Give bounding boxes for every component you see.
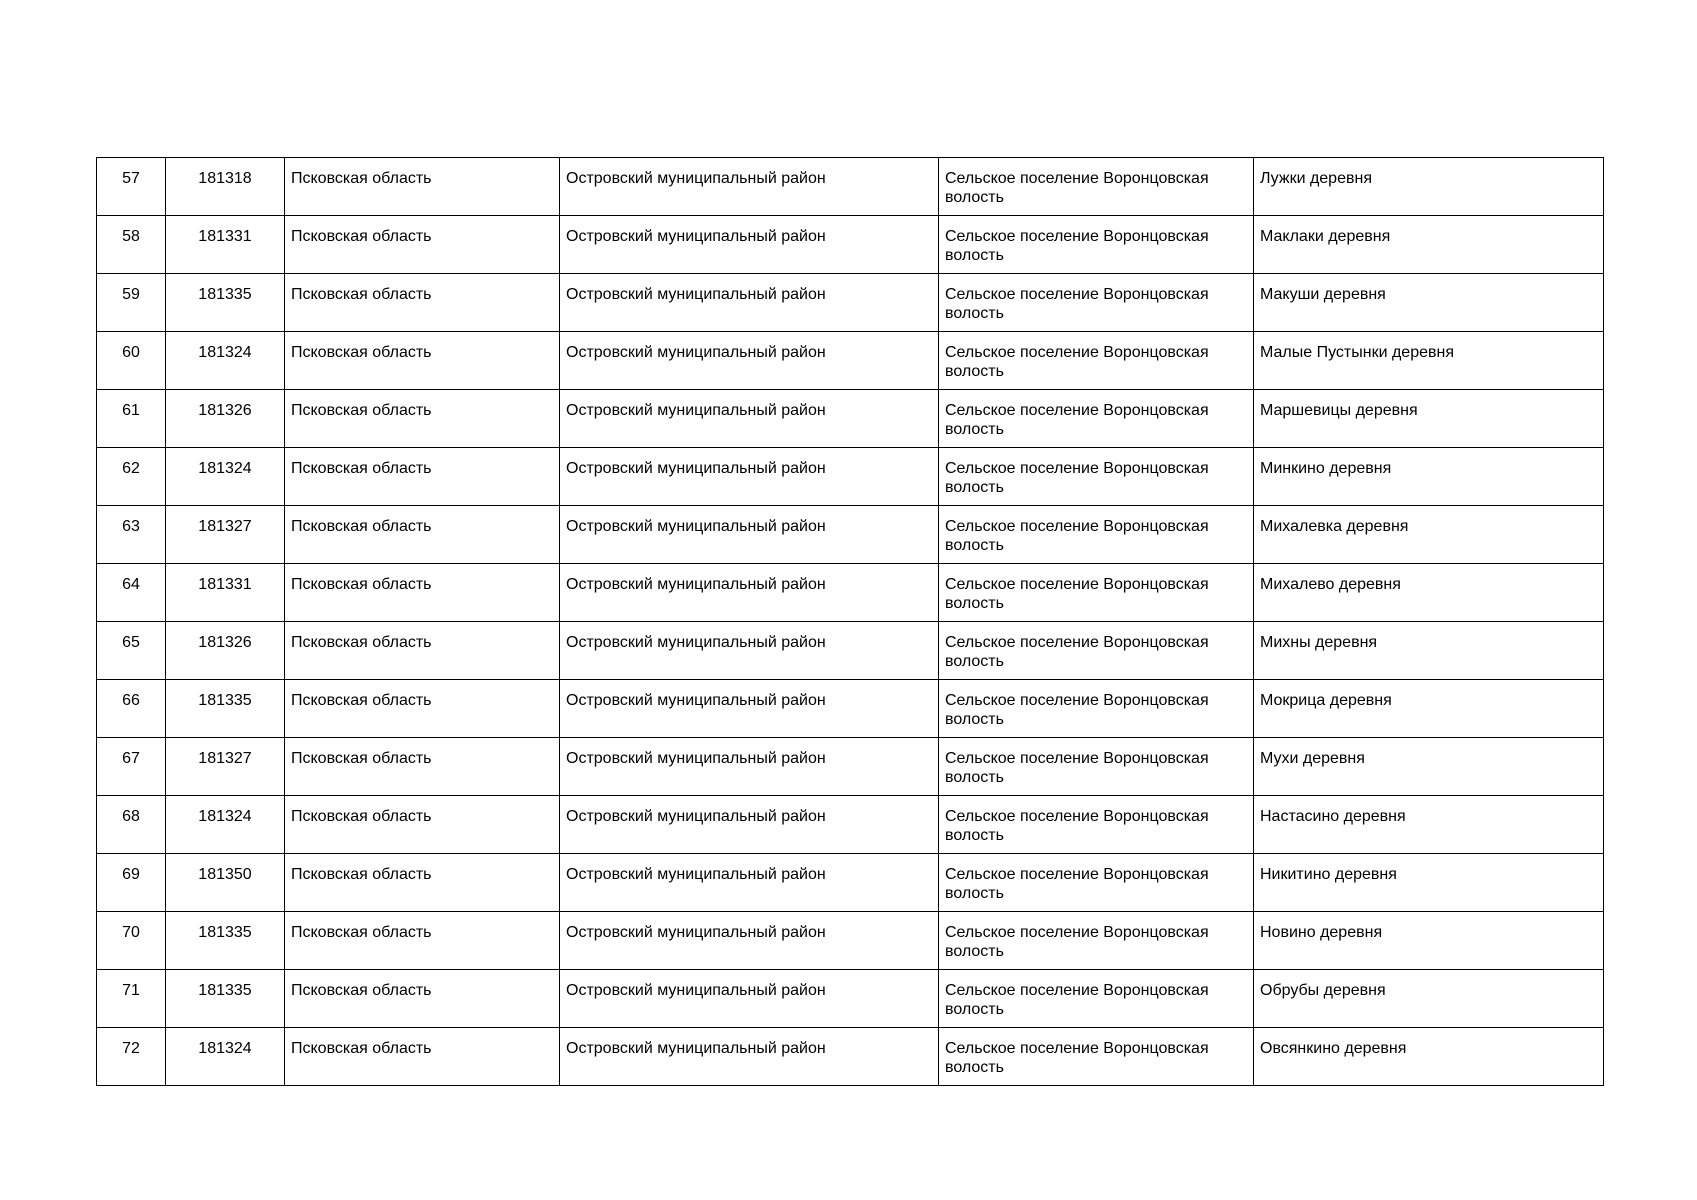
cell-postal-index: 181335 [166, 274, 285, 332]
table-row [97, 448, 1604, 506]
cell-postal-index: 181335 [166, 912, 285, 970]
cell-postal-index: 181324 [166, 1028, 285, 1086]
cell-locality: Михалево деревня [1254, 564, 1604, 622]
cell-number: 63 [97, 506, 166, 564]
cell-number: 58 [97, 216, 166, 274]
cell-settlement: Сельское поселение Воронцовская волость [939, 564, 1254, 622]
table-row [97, 854, 1604, 912]
cell-settlement: Сельское поселение Воронцовская волость [939, 622, 1254, 680]
cell-postal-index: 181326 [166, 390, 285, 448]
cell-settlement: Сельское поселение Воронцовская волость [939, 738, 1254, 796]
cell-locality: Малые Пустынки деревня [1254, 332, 1604, 390]
cell-region: Псковская область [285, 970, 560, 1028]
cell-postal-index: 181331 [166, 216, 285, 274]
cell-locality: Макуши деревня [1254, 274, 1604, 332]
cell-district: Островский муниципальный район [560, 390, 939, 448]
cell-district: Островский муниципальный район [560, 1028, 939, 1086]
cell-region: Псковская область [285, 564, 560, 622]
cell-number: 66 [97, 680, 166, 738]
cell-district: Островский муниципальный район [560, 216, 939, 274]
cell-locality: Никитино деревня [1254, 854, 1604, 912]
cell-number: 61 [97, 390, 166, 448]
cell-district: Островский муниципальный район [560, 970, 939, 1028]
cell-settlement: Сельское поселение Воронцовская волость [939, 332, 1254, 390]
cell-number: 68 [97, 796, 166, 854]
cell-number: 65 [97, 622, 166, 680]
cell-region: Псковская область [285, 332, 560, 390]
cell-postal-index: 181327 [166, 506, 285, 564]
table-row [97, 680, 1604, 738]
cell-postal-index: 181335 [166, 680, 285, 738]
cell-district: Островский муниципальный район [560, 274, 939, 332]
table-row [97, 796, 1604, 854]
cell-number: 64 [97, 564, 166, 622]
cell-locality: Настасино деревня [1254, 796, 1604, 854]
cell-locality: Мухи деревня [1254, 738, 1604, 796]
cell-settlement: Сельское поселение Воронцовская волость [939, 970, 1254, 1028]
cell-region: Псковская область [285, 390, 560, 448]
cell-settlement: Сельское поселение Воронцовская волость [939, 158, 1254, 216]
cell-region: Псковская область [285, 274, 560, 332]
cell-locality: Михны деревня [1254, 622, 1604, 680]
table-row [97, 390, 1604, 448]
cell-number: 67 [97, 738, 166, 796]
table-row [97, 912, 1604, 970]
table-row [97, 1028, 1604, 1086]
cell-district: Островский муниципальный район [560, 564, 939, 622]
cell-district: Островский муниципальный район [560, 912, 939, 970]
cell-region: Псковская область [285, 158, 560, 216]
table-row [97, 622, 1604, 680]
cell-region: Псковская область [285, 680, 560, 738]
cell-postal-index: 181326 [166, 622, 285, 680]
cell-district: Островский муниципальный район [560, 738, 939, 796]
cell-number: 59 [97, 274, 166, 332]
cell-settlement: Сельское поселение Воронцовская волость [939, 1028, 1254, 1086]
table-row [97, 332, 1604, 390]
table-row [97, 158, 1604, 216]
cell-postal-index: 181350 [166, 854, 285, 912]
cell-region: Псковская область [285, 738, 560, 796]
cell-postal-index: 181318 [166, 158, 285, 216]
cell-locality: Овсянкино деревня [1254, 1028, 1604, 1086]
table-row [97, 506, 1604, 564]
cell-locality: Маршевицы деревня [1254, 390, 1604, 448]
localities-table [96, 157, 1604, 1086]
cell-region: Псковская область [285, 1028, 560, 1086]
cell-postal-index: 181327 [166, 738, 285, 796]
cell-district: Островский муниципальный район [560, 448, 939, 506]
cell-postal-index: 181335 [166, 970, 285, 1028]
cell-number: 70 [97, 912, 166, 970]
cell-settlement: Сельское поселение Воронцовская волость [939, 448, 1254, 506]
cell-district: Островский муниципальный район [560, 158, 939, 216]
cell-settlement: Сельское поселение Воронцовская волость [939, 274, 1254, 332]
cell-postal-index: 181331 [166, 564, 285, 622]
cell-settlement: Сельское поселение Воронцовская волость [939, 390, 1254, 448]
cell-postal-index: 181324 [166, 448, 285, 506]
cell-locality: Обрубы деревня [1254, 970, 1604, 1028]
cell-settlement: Сельское поселение Воронцовская волость [939, 796, 1254, 854]
table-body [97, 158, 1604, 1086]
cell-region: Псковская область [285, 622, 560, 680]
table-row [97, 564, 1604, 622]
cell-number: 57 [97, 158, 166, 216]
cell-settlement: Сельское поселение Воронцовская волость [939, 216, 1254, 274]
cell-region: Псковская область [285, 216, 560, 274]
cell-settlement: Сельское поселение Воронцовская волость [939, 680, 1254, 738]
cell-settlement: Сельское поселение Воронцовская волость [939, 506, 1254, 564]
cell-locality: Маклаки деревня [1254, 216, 1604, 274]
cell-number: 72 [97, 1028, 166, 1086]
cell-number: 71 [97, 970, 166, 1028]
cell-number: 62 [97, 448, 166, 506]
cell-settlement: Сельское поселение Воронцовская волость [939, 854, 1254, 912]
cell-district: Островский муниципальный район [560, 680, 939, 738]
cell-postal-index: 181324 [166, 796, 285, 854]
cell-district: Островский муниципальный район [560, 332, 939, 390]
cell-settlement: Сельское поселение Воронцовская волость [939, 912, 1254, 970]
cell-region: Псковская область [285, 506, 560, 564]
cell-district: Островский муниципальный район [560, 622, 939, 680]
cell-region: Псковская область [285, 912, 560, 970]
table-row [97, 738, 1604, 796]
cell-district: Островский муниципальный район [560, 506, 939, 564]
cell-region: Псковская область [285, 796, 560, 854]
cell-locality: Минкино деревня [1254, 448, 1604, 506]
cell-district: Островский муниципальный район [560, 796, 939, 854]
table-row [97, 970, 1604, 1028]
cell-locality: Мокрица деревня [1254, 680, 1604, 738]
cell-locality: Новино деревня [1254, 912, 1604, 970]
cell-locality: Лужки деревня [1254, 158, 1604, 216]
table-row [97, 216, 1604, 274]
cell-region: Псковская область [285, 854, 560, 912]
cell-postal-index: 181324 [166, 332, 285, 390]
cell-number: 69 [97, 854, 166, 912]
table-row [97, 274, 1604, 332]
cell-locality: Михалевка деревня [1254, 506, 1604, 564]
cell-number: 60 [97, 332, 166, 390]
cell-district: Островский муниципальный район [560, 854, 939, 912]
cell-region: Псковская область [285, 448, 560, 506]
